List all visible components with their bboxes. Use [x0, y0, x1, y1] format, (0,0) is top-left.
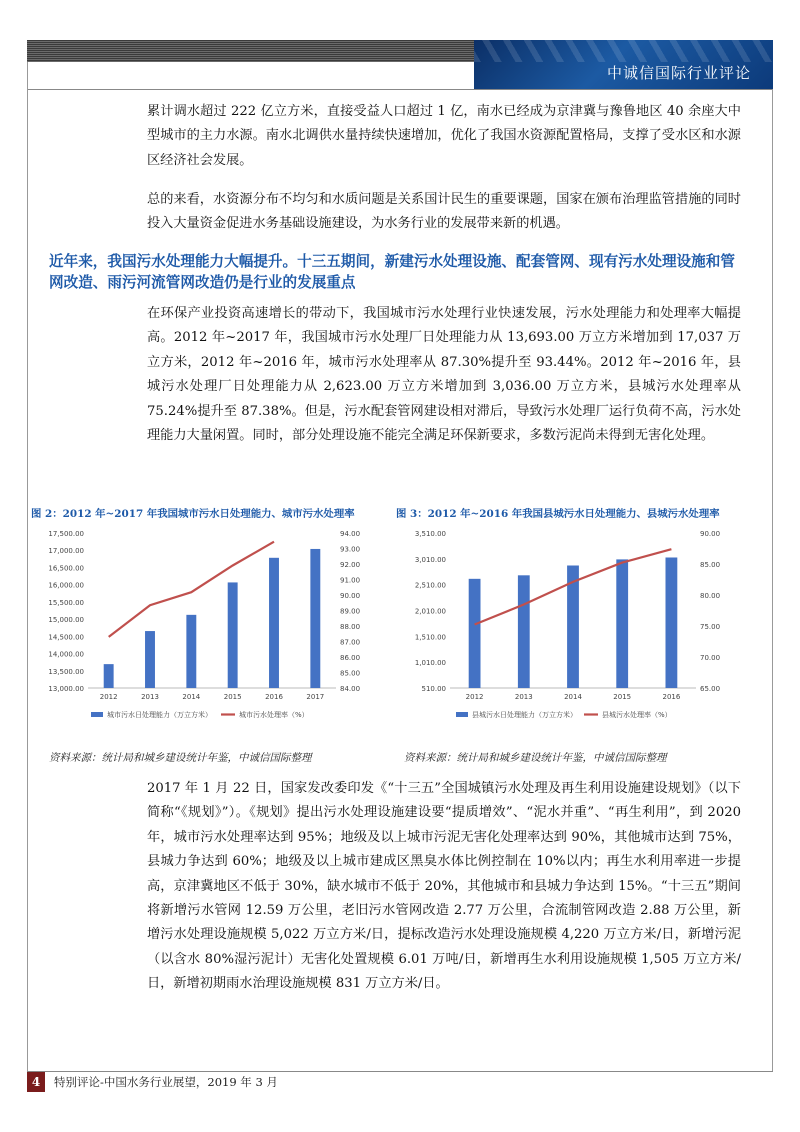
header-title: 中诚信国际行业评论: [606, 64, 751, 82]
y-left-tick-label: 1,510.00: [414, 633, 446, 642]
bar-2014: [186, 615, 196, 688]
bar-2015: [616, 559, 628, 688]
footer-divider: [27, 1071, 773, 1072]
y-right-tick-label: 65.00: [700, 685, 721, 693]
y-right-tick-label: 85.00: [340, 669, 361, 678]
y-left-tick-label: 15,000.00: [48, 616, 84, 625]
x-tick-label: 2012: [99, 693, 118, 701]
header-banner: [474, 40, 773, 90]
y-left-tick-label: 16,000.00: [48, 581, 84, 590]
bar-2017: [310, 549, 320, 688]
figure-2-chart: [36, 523, 388, 732]
y-left-tick-label: 15,500.00: [48, 598, 84, 607]
x-tick-label: 2013: [514, 693, 533, 701]
figure-2-title: 图 2：2012 年~2017 年我国城市污水日处理能力、城市污水处理率: [31, 508, 355, 520]
x-tick-label: 2012: [465, 693, 484, 701]
y-right-tick-label: 84.00: [340, 685, 361, 693]
y-left-tick-label: 17,500.00: [48, 530, 84, 538]
legend-label-bar: 县城污水日处理能力（万立方米）: [472, 711, 577, 719]
y-right-tick-label: 89.00: [340, 607, 361, 616]
footer-text: 特别评论-中国水务行业展望，2019 年 3 月: [54, 1075, 278, 1089]
legend-label-line: 县城污水处理率（%）: [602, 711, 672, 719]
paragraph-south-north-water: 累计调水超过 222 亿立方米，直接受益人口超过 1 亿，南水已经成为京津冀与豫鲁地区 40 余座大中型城市的主力水源。南水北调供水量持续快速增加，优化了我国水资源配置格局，支撑了受水区和水源区经济社会发展。: [147, 104, 741, 168]
bar-2013: [518, 575, 530, 688]
paragraph-sewage-capacity: 在环保产业投资高速增长的带动下，我国城市污水处理行业快速发展，污水处理能力和处理率大幅提高。2012 年~2017 年，我国城市污水处理厂日处理能力从 13,693.00 万立方米增加到 17,037 万立方米，2012 年~2016 年，城市污水处理率从 87.30%提升至 93.44%。2012 年~2016 年，县城污水处理厂日处理能力从 2,623.00 万立方米增加到 3,036.00 万立方米，县城污水处理率从 75.24%提升至 87.38%。但是，污水配套管网建设相对滞后，导致污水处理厂运行负荷不高，污水处理能力大量闲置。同时，部分处理设施不能完全满足环保新要求，多数污泥尚未得到无害化处理。: [147, 306, 741, 444]
y-left-tick-label: 3,010.00: [414, 555, 446, 564]
y-left-tick-label: 510.00: [421, 685, 446, 693]
x-tick-label: 2017: [306, 693, 325, 701]
x-tick-label: 2015: [223, 693, 242, 701]
figure-3-source: 资料来源：统计局和城乡建设统计年鉴，中诚信国际整理: [404, 752, 667, 764]
legend-label-bar: 城市污水日处理能力（万立方米）: [107, 711, 212, 719]
legend-swatch-bar: [456, 712, 468, 717]
bar-2012: [469, 579, 481, 688]
y-right-tick-label: 70.00: [700, 654, 721, 662]
y-right-tick-label: 88.00: [340, 623, 361, 631]
paragraph-summary: 总的来看，水资源分布不均匀和水质问题是关系国计民生的重要课题，国家在颁布治理监管措施的同时投入大量资金促进水务基础设施建设，为水务行业的发展带来新的机遇。: [147, 192, 741, 232]
section-heading: 近年来，我国污水处理能力大幅提升。十三五期间，新建污水处理设施、配套管网、现有污水处理设施和管网改造、雨污河流管网改造仍是行业的发展重点: [49, 253, 735, 291]
x-tick-label: 2016: [265, 693, 283, 701]
left-border-line: [27, 62, 28, 1072]
y-left-tick-label: 17,000.00: [48, 547, 84, 556]
y-right-tick-label: 85.00: [700, 561, 721, 569]
y-right-tick-label: 90.00: [340, 592, 361, 600]
y-right-tick-label: 87.00: [340, 638, 361, 647]
bar-2016: [665, 557, 677, 688]
y-right-tick-label: 92.00: [340, 561, 361, 569]
header-banner-pattern: [474, 40, 773, 62]
y-left-tick-label: 1,010.00: [414, 659, 446, 668]
bar-2012: [104, 664, 114, 688]
figure-3-title: 图 3：2012 年~2016 年我国县城污水日处理能力、县城污水处理率: [396, 508, 720, 520]
figure-3-chart: [404, 523, 744, 732]
y-right-tick-label: 93.00: [340, 545, 361, 554]
y-right-tick-label: 75.00: [700, 623, 721, 631]
y-left-tick-label: 13,000.00: [48, 685, 84, 693]
bar-2013: [145, 631, 155, 688]
bar-2015: [228, 582, 238, 688]
y-right-tick-label: 86.00: [340, 654, 361, 662]
y-left-tick-label: 14,500.00: [48, 633, 84, 642]
x-tick-label: 2014: [564, 693, 582, 701]
figure-2-source: 资料来源：统计局和城乡建设统计年鉴，中诚信国际整理: [49, 752, 312, 764]
y-left-tick-label: 13,500.00: [48, 667, 84, 676]
x-tick-label: 2015: [613, 693, 632, 701]
header-divider: [27, 89, 773, 90]
page-number: 4: [27, 1072, 45, 1092]
y-left-tick-label: 3,510.00: [414, 530, 446, 538]
bar-2016: [269, 558, 279, 688]
y-right-tick-label: 94.00: [340, 530, 361, 538]
legend-label-line: 城市污水处理率（%）: [239, 711, 309, 719]
figure-3-svg: [404, 523, 744, 728]
y-right-tick-label: 90.00: [700, 530, 721, 538]
figure-2-svg: [36, 523, 388, 728]
right-border-line: [772, 89, 773, 1072]
y-left-tick-label: 16,500.00: [48, 564, 84, 573]
y-left-tick-label: 2,510.00: [414, 581, 446, 590]
paragraph-13th-five-year-plan: 2017 年 1 月 22 日，国家发改委印发《“十三五”全国城镇污水处理及再生利用设施建设规划》（以下简称“《规划》”）。《规划》提出污水处理设施建设要“提质增效”、“泥水并重”、“再生利用”，到 2020 年，城市污水处理率达到 95%；地级及以上城市污泥无害化处理率达到 90%，其他城市达到 75%，县城力争达到 60%；地级及以上城市建成区黑臭水体比例控制在 10%以内；再生水利用率进一步提高，京津冀地区不低于 30%，缺水城市不低于 20%，其他城市和县城力争达到 15%。“十三五”期间将新增污水管网 12.59 万公里，老旧污水管网改造 2.77 万公里，合流制管网改造 2.88 万公里，新增污水处理设施规模 5,022 万立方米/日，提标改造污水处理设施规模 4,220 万立方米/日，新增污泥（以含水 80%湿污泥计）无害化处置规模 6.01 万吨/日，新增再生水利用设施规模 1,505 万立方米/日，新增初期雨水治理设施规模 831 万立方米/日。: [147, 781, 741, 992]
y-left-tick-label: 14,000.00: [48, 650, 84, 659]
x-tick-label: 2016: [662, 693, 681, 701]
y-right-tick-label: 91.00: [340, 576, 361, 585]
x-tick-label: 2014: [182, 693, 201, 701]
y-right-tick-label: 80.00: [700, 592, 721, 600]
x-tick-label: 2013: [141, 693, 159, 701]
y-left-tick-label: 2,010.00: [414, 607, 446, 616]
legend-swatch-bar: [91, 712, 103, 717]
